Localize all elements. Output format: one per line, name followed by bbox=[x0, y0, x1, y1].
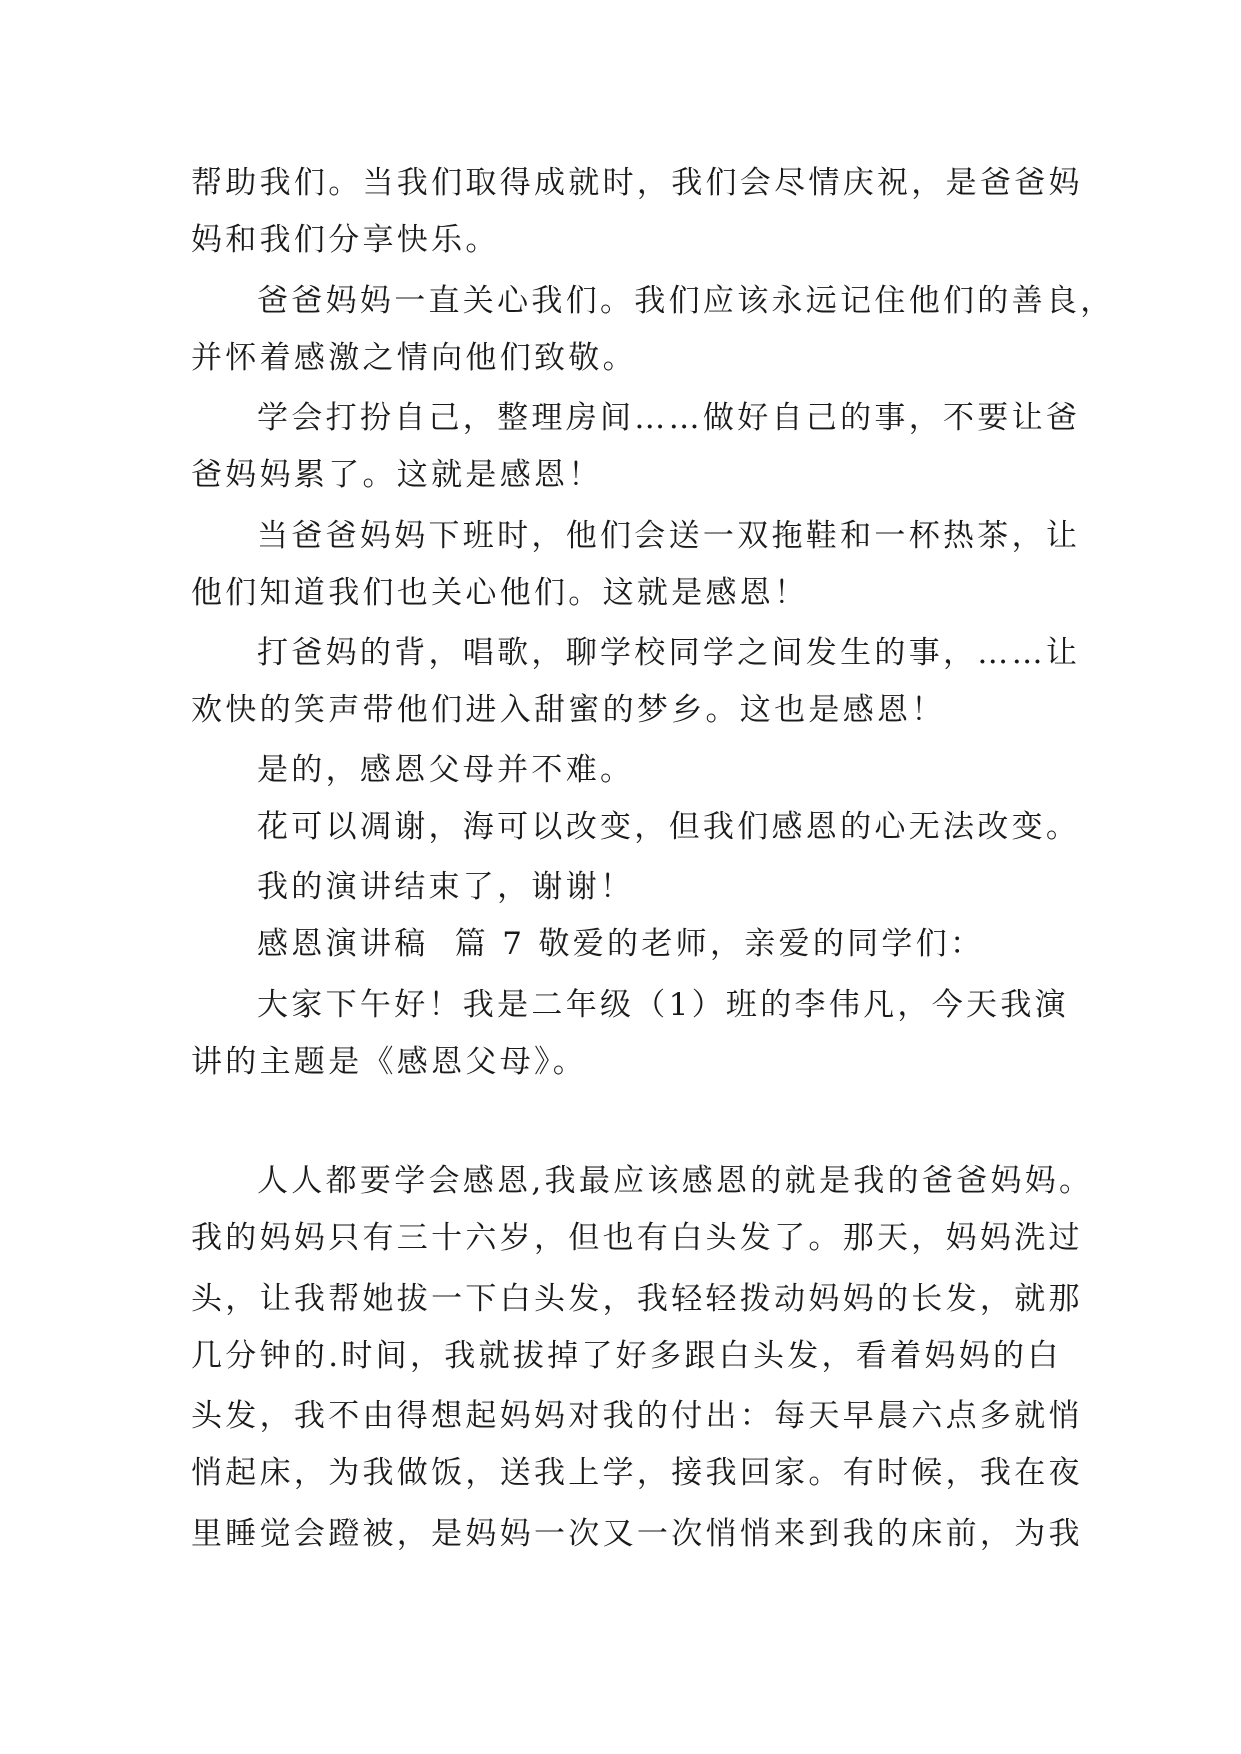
text-line: 爸妈妈累了。这就是感恩！ bbox=[191, 457, 603, 493]
text-line: 我的演讲结束了，谢谢！ bbox=[257, 869, 635, 905]
text-line: 感恩演讲稿 篇 7 敬爱的老师，亲爱的同学们： bbox=[257, 926, 985, 962]
text-line: 悄起床，为我做饭，送我上学，接我回家。有时候，我在夜 bbox=[191, 1455, 1083, 1491]
text-line: 当爸爸妈妈下班时，他们会送一双拖鞋和一杯热茶，让 bbox=[257, 518, 1081, 554]
text-line: 里睡觉会蹬被，是妈妈一次又一次悄悄来到我的床前，为我 bbox=[191, 1516, 1083, 1552]
text-line: 妈和我们分享快乐。 bbox=[191, 222, 500, 258]
text-line: 讲的主题是《感恩父母》。 bbox=[191, 1044, 588, 1080]
text-line: 几分钟的.时间，我就拔掉了好多跟白头发，看着妈妈的白 bbox=[191, 1338, 1062, 1374]
text-line: 爸爸妈妈一直关心我们。我们应该永远记住他们的善良， bbox=[257, 283, 1115, 319]
text-line: 他们知道我们也关心他们。这就是感恩！ bbox=[191, 575, 809, 611]
text-line: 学会打扮自己，整理房间……做好自己的事，不要让爸 bbox=[257, 400, 1081, 436]
text-line: 头发，我不由得想起妈妈对我的付出：每天早晨六点多就悄 bbox=[191, 1398, 1083, 1434]
text-line: 花可以凋谢，海可以改变，但我们感恩的心无法改变。 bbox=[257, 809, 1081, 845]
text-line: 我的妈妈只有三十六岁，但也有白头发了。那天，妈妈洗过 bbox=[191, 1220, 1083, 1256]
text-line: 人人都要学会感恩,我最应该感恩的就是我的爸爸妈妈。 bbox=[257, 1163, 1094, 1199]
text-line: 头，让我帮她拔一下白头发，我轻轻拨动妈妈的长发，就那 bbox=[191, 1281, 1083, 1317]
text-line: 打爸妈的背，唱歌，聊学校同学之间发生的事，……让 bbox=[257, 635, 1081, 671]
text-line: 并怀着感激之情向他们致敬。 bbox=[191, 340, 637, 376]
text-line: 是的，感恩父母并不难。 bbox=[257, 752, 635, 788]
text-line: 欢快的笑声带他们进入甜蜜的梦乡。这也是感恩！ bbox=[191, 692, 946, 728]
text-line: 帮助我们。当我们取得成就时，我们会尽情庆祝，是爸爸妈 bbox=[191, 165, 1083, 201]
text-line: 大家下午好！我是二年级（1）班的李伟凡，今天我演 bbox=[257, 987, 1069, 1023]
